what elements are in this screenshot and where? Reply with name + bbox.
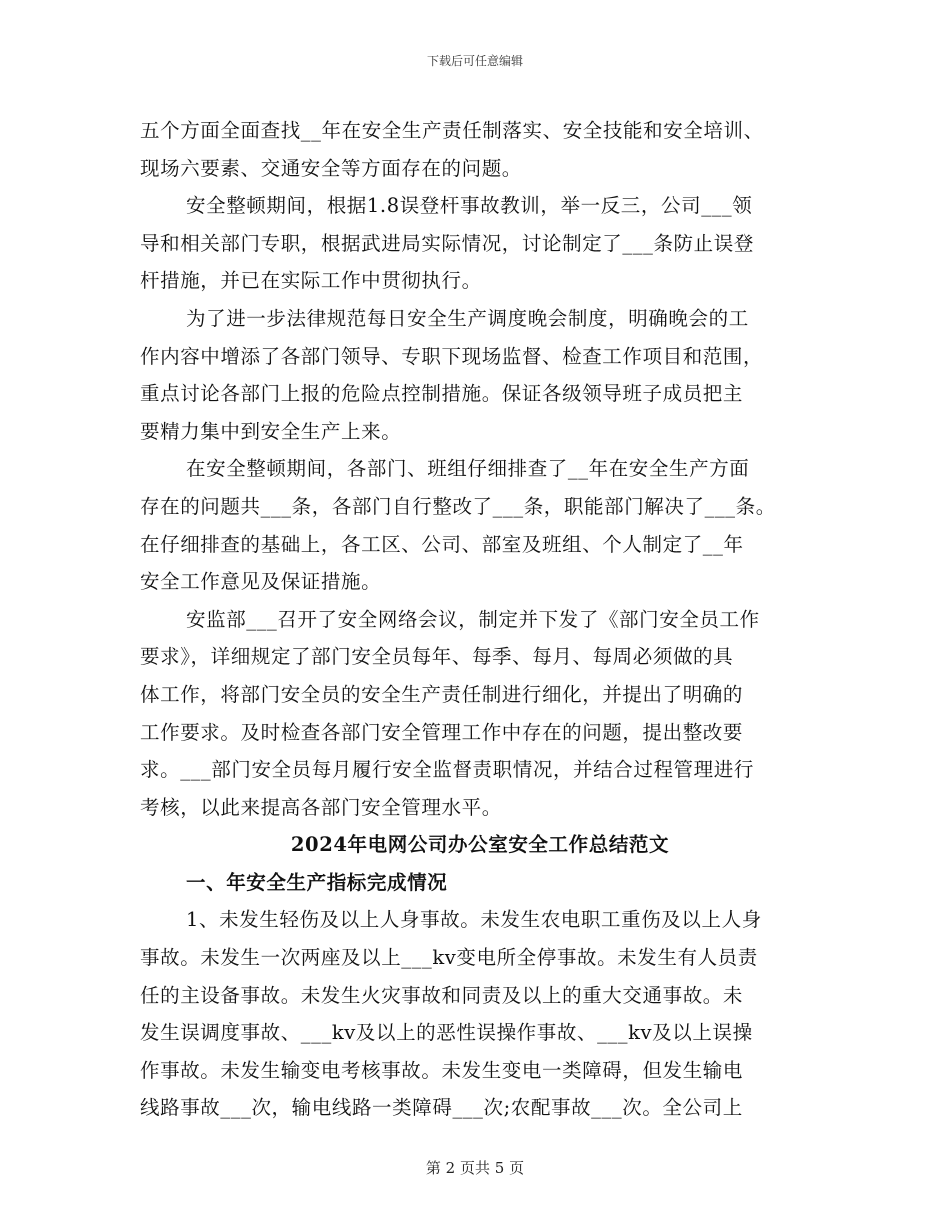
text-line: 安全工作意见及保证措施。: [140, 570, 382, 594]
text-line: 任的主设备事故。未发生火灾事故和同责及以上的重大交通事故。未: [140, 983, 744, 1007]
text-line: 存在的问题共___条，各部门自行整改了___条，职能部门解决了___条。: [140, 494, 776, 518]
text-line: 导和相关部门专职，根据武进局实际情况，讨论制定了___条防止误登: [140, 231, 754, 255]
text-line: 作事故。未发生输变电考核事故。未发生变电一类障碍，但发生输电: [140, 1058, 744, 1082]
text-line: 工作要求。及时检查各部门安全管理工作中存在的问题，提出整改要: [140, 720, 744, 744]
text-line: 作内容中增添了各部门领导、专职下现场监督、检查工作项目和范围，: [140, 344, 764, 368]
text-line: 要精力集中到安全生产上来。: [140, 419, 402, 443]
section-heading: 一、年安全生产指标完成情况: [186, 870, 448, 894]
text-line: 体工作，将部门安全员的安全生产责任制进行细化，并提出了明确的: [140, 682, 744, 706]
page-number: 第 2 页共 5 页: [425, 1159, 525, 1177]
page-header: 下载后可任意编辑: [426, 54, 523, 68]
text-line: 重点讨论各部门上报的危险点控制措施。保证各级领导班子成员把主: [140, 382, 744, 406]
text-line: 求。___部门安全员每月履行安全监督责职情况，并结合过程管理进行: [140, 758, 754, 782]
text-line: 事故。未发生一次两座及以上___kv变电所全停事故。未发生有人员责: [140, 946, 758, 970]
text-line: 为了进一步法律规范每日安全生产调度晚会制度，明确晚会的工: [186, 306, 749, 330]
text-line: 发生误调度事故、___kv及以上的恶性误操作事故、___kv及以上误操: [140, 1021, 753, 1045]
text-line: 在仔细排查的基础上，各工区、公司、部室及班组、个人制定了__年: [140, 532, 744, 556]
text-line: 五个方面全面查找__年在安全生产责任制落实、安全技能和安全培训、: [140, 119, 764, 142]
text-line: 杆措施，并已在实际工作中贯彻执行。: [140, 269, 482, 293]
text-line: 1、未发生轻伤及以上人身事故。未发生农电职工重伤及以上人身: [186, 908, 762, 932]
document-title: 2024年电网公司办公室安全工作总结范文: [290, 833, 670, 857]
document-body: [140, 112, 820, 1127]
text-line: 考核，以此来提高各部门安全管理水平。: [140, 795, 502, 819]
text-line: 线路事故___次，输电线路一类障碍___次;农配事故___次。全公司上: [140, 1096, 743, 1120]
text-line: 现场六要素、交通安全等方面存在的问题。: [140, 156, 522, 180]
text-line: 安监部___召开了安全网络会议，制定并下发了《部门安全员工作: [186, 607, 760, 631]
text-line: 要求》，详细规定了部门安全员每年、每季、每月、每周必须做的具: [140, 645, 734, 669]
text-line: 在安全整顿期间，各部门、班组仔细排查了__年在安全生产方面: [186, 457, 750, 481]
text-line: 安全整顿期间，根据1.8误登杆事故教训，举一反三，公司___领: [186, 194, 753, 218]
